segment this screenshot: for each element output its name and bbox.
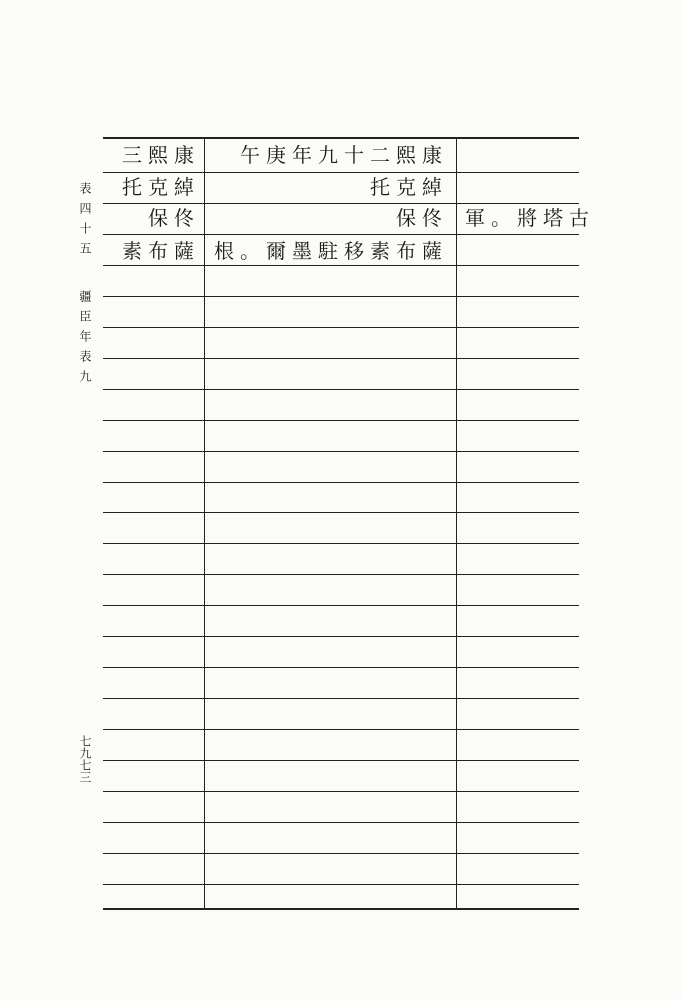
row-rule <box>103 853 579 854</box>
row-rule <box>103 698 579 699</box>
cell-col3-row3: 軍。將塔古 <box>465 206 595 230</box>
row-rule <box>103 327 579 328</box>
cell-col3-row4 <box>465 236 577 267</box>
cell-col1-row4: 素布薩 <box>122 239 200 263</box>
row-rule <box>103 636 579 637</box>
table-bottom-rule <box>103 908 579 910</box>
row-rule <box>103 358 579 359</box>
cell-col1-row3: 保佟 <box>148 206 200 230</box>
cell-col2-row3: 保佟 <box>396 206 448 230</box>
row-rule <box>103 389 579 390</box>
cell-col3-row1 <box>465 140 577 171</box>
column-divider-2 <box>456 137 457 908</box>
row-rule <box>103 482 579 483</box>
row-rule <box>103 296 579 297</box>
margin-section-label: 表四十五 <box>78 182 92 262</box>
row-rule <box>103 451 579 452</box>
cell-col1-row1: 三熙康 <box>122 143 200 167</box>
row-rule <box>103 729 579 730</box>
row-rule <box>103 760 579 761</box>
cell-col3-row2 <box>465 172 577 203</box>
column-divider-1 <box>204 137 205 908</box>
table-top-rule <box>103 137 579 139</box>
row-rule <box>103 512 579 513</box>
row-rule <box>103 420 579 421</box>
row-rule <box>103 791 579 792</box>
row-rule <box>103 574 579 575</box>
row-rule <box>103 234 579 235</box>
row-rule <box>103 884 579 885</box>
cell-col1-row2: 托克綽 <box>122 175 200 199</box>
row-rule <box>103 605 579 606</box>
page-number: 七九七三 <box>78 735 92 783</box>
row-rule <box>103 822 579 823</box>
cell-col2-row2: 托克綽 <box>370 175 448 199</box>
cell-col2-row4: 根。爾墨駐移素布薩 <box>214 239 448 263</box>
margin-title: 疆臣年表九 <box>78 290 92 390</box>
row-rule <box>103 543 579 544</box>
row-rule <box>103 667 579 668</box>
cell-col2-row1: 午庚年九十二熙康 <box>240 143 448 167</box>
